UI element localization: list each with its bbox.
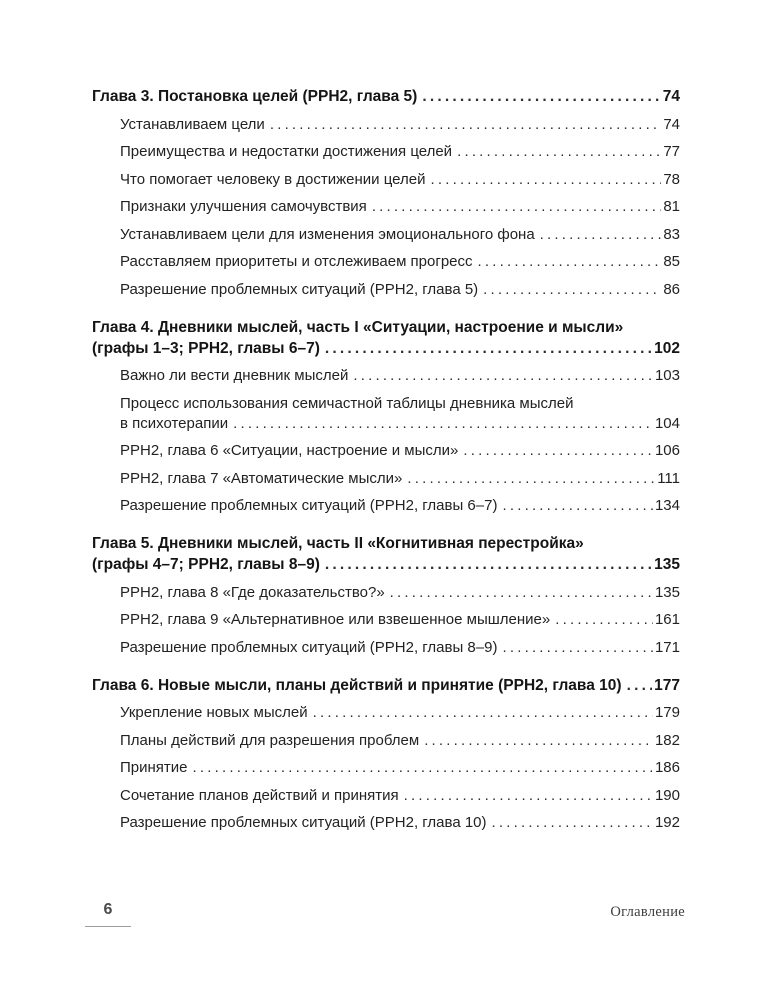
toc-sub-entry bbox=[92, 758, 680, 778]
dot-leader bbox=[325, 554, 652, 575]
entry-leader-row bbox=[120, 469, 680, 489]
dot-leader bbox=[424, 731, 653, 751]
entry-page-number: 111 bbox=[657, 469, 680, 487]
toc-sub-entry bbox=[92, 142, 680, 162]
toc-sub-entry bbox=[92, 252, 680, 272]
entry-page-number: 78 bbox=[663, 170, 680, 188]
toc-sub-entry bbox=[92, 703, 680, 723]
toc-sub-entry bbox=[92, 170, 680, 190]
entry-label: Разрешение проблемных ситуаций (РРН2, главы 8–9) bbox=[120, 638, 498, 656]
entry-page-number: 135 bbox=[654, 556, 680, 573]
dot-leader bbox=[404, 786, 653, 806]
entry-page-number: 74 bbox=[663, 115, 680, 133]
toc-sub-entry bbox=[92, 441, 680, 461]
entry-label: в психотерапии bbox=[120, 414, 229, 432]
entry-page-number: 171 bbox=[654, 638, 680, 656]
entry-label: Укрепление новых мыслей bbox=[120, 704, 308, 721]
entry-label: Разрешение проблемных ситуаций (РРН2, глава 10) bbox=[120, 814, 487, 831]
toc-sub-entry bbox=[92, 583, 680, 603]
dot-leader bbox=[313, 703, 653, 723]
entry-leader-row bbox=[120, 225, 680, 245]
entry-page-number: 102 bbox=[654, 339, 680, 357]
entry-page-number: 182 bbox=[654, 731, 680, 749]
entry-page-number: 77 bbox=[663, 143, 680, 160]
dot-leader bbox=[483, 280, 661, 300]
entry-label: РРН2, глава 8 «Где доказательство?» bbox=[120, 583, 385, 601]
entry-leader-row bbox=[120, 115, 680, 135]
entry-label: РРН2, глава 7 «Автоматические мысли» bbox=[120, 469, 403, 487]
entry-leader-row bbox=[120, 638, 680, 658]
dot-leader bbox=[430, 170, 661, 190]
entry-leader-row bbox=[92, 338, 680, 359]
toc-sub-entry bbox=[92, 786, 680, 806]
toc-sub-entry bbox=[92, 280, 680, 300]
toc-sub-entry bbox=[92, 197, 680, 217]
dot-leader bbox=[540, 225, 662, 245]
dot-leader bbox=[457, 142, 661, 162]
entry-label: Планы действий для разрешения проблем bbox=[120, 731, 420, 749]
toc-sub-entry bbox=[92, 638, 680, 658]
entry-page-number: 85 bbox=[663, 253, 680, 270]
dot-leader bbox=[325, 338, 652, 359]
entry-text-line: Процесс использования семичастной таблицы дневника мыслей bbox=[120, 394, 574, 412]
entry-leader-row bbox=[120, 583, 680, 603]
toc-section bbox=[92, 86, 680, 300]
entry-page-number: 179 bbox=[654, 704, 680, 721]
toc-sub-entry bbox=[92, 731, 680, 751]
entry-label: Признаки улучшения самочувствия bbox=[120, 198, 367, 215]
entry-page-number: 74 bbox=[662, 88, 680, 105]
entry-leader-row bbox=[120, 731, 680, 751]
toc-content bbox=[92, 86, 680, 833]
entry-label: Устанавливаем цели bbox=[120, 115, 265, 133]
toc-sub-entry bbox=[92, 496, 680, 516]
entry-leader-row bbox=[120, 703, 680, 723]
entry-label: Сочетание планов действий и принятия bbox=[120, 786, 399, 804]
entry-page-number: 192 bbox=[654, 814, 680, 831]
entry-page-number: 177 bbox=[654, 676, 680, 694]
toc-chapter-entry bbox=[92, 533, 680, 575]
toc-sub-entry bbox=[92, 225, 680, 245]
entry-page-number: 190 bbox=[654, 786, 680, 804]
dot-leader bbox=[463, 441, 653, 461]
entry-leader-row bbox=[120, 366, 680, 386]
toc-chapter-entry bbox=[92, 317, 680, 359]
entry-text-line: Глава 4. Дневники мыслей, часть I «Ситуации, настроение и мысли» bbox=[92, 318, 624, 336]
entry-leader-row bbox=[120, 170, 680, 190]
dot-leader bbox=[627, 675, 653, 696]
dot-leader bbox=[555, 610, 653, 630]
entry-leader-row bbox=[120, 414, 680, 434]
dot-leader bbox=[502, 638, 653, 658]
entry-label: Расставляем приоритеты и отслеживаем прогресс bbox=[120, 253, 473, 270]
toc-section bbox=[92, 533, 680, 658]
entry-page-number: 86 bbox=[663, 280, 680, 298]
toc-section bbox=[92, 675, 680, 834]
toc-chapter-entry bbox=[92, 675, 680, 696]
entry-page-number: 106 bbox=[654, 442, 680, 459]
dot-leader bbox=[193, 758, 653, 778]
entry-label: Устанавливаем цели для изменения эмоционального фона bbox=[120, 225, 535, 243]
entry-page-number: 104 bbox=[654, 414, 680, 432]
dot-leader bbox=[422, 86, 660, 107]
entry-label: Что помогает человеку в достижении целей bbox=[120, 170, 426, 188]
entry-leader-row bbox=[120, 813, 680, 833]
entry-label: РРН2, глава 9 «Альтернативное или взвешенное мышление» bbox=[120, 611, 551, 628]
entry-label: (графы 1–3; РРН2, главы 6–7) bbox=[92, 339, 320, 357]
folio-number-text: 6 bbox=[103, 901, 113, 918]
entry-leader-row bbox=[92, 86, 680, 107]
dot-leader bbox=[353, 366, 653, 386]
dot-leader bbox=[502, 496, 653, 516]
entry-leader-row bbox=[120, 441, 680, 461]
entry-leader-row bbox=[120, 280, 680, 300]
toc-sub-entry bbox=[92, 469, 680, 489]
entry-leader-row bbox=[120, 252, 680, 272]
entry-label: (графы 4–7; РРН2, главы 8–9) bbox=[92, 556, 320, 573]
dot-leader bbox=[390, 583, 653, 603]
entry-page-number: 103 bbox=[654, 367, 680, 384]
entry-leader-row bbox=[120, 610, 680, 630]
entry-leader-row bbox=[120, 197, 680, 217]
dot-leader bbox=[478, 252, 662, 272]
entry-label: Принятие bbox=[120, 759, 188, 776]
dot-leader bbox=[270, 115, 661, 135]
toc-sub-entry bbox=[92, 115, 680, 135]
running-title: Оглавление bbox=[610, 904, 685, 920]
entry-label: Глава 6. Новые мысли, планы действий и принятие (РРН2, глава 10) bbox=[92, 676, 622, 694]
toc-sub-entry bbox=[92, 610, 680, 630]
toc-sub-entry bbox=[92, 394, 680, 434]
entry-page-number: 186 bbox=[654, 759, 680, 776]
entry-text-line: Глава 5. Дневники мыслей, часть II «Когнитивная перестройка» bbox=[92, 535, 584, 552]
toc-section bbox=[92, 317, 680, 517]
entry-leader-row bbox=[92, 675, 680, 696]
entry-page-number: 81 bbox=[663, 198, 680, 215]
entry-label: Важно ли вести дневник мыслей bbox=[120, 367, 349, 384]
dot-leader bbox=[372, 197, 662, 217]
entry-page-number: 83 bbox=[663, 225, 680, 243]
page-footer bbox=[85, 901, 685, 927]
entry-leader-row bbox=[120, 496, 680, 516]
entry-label: Разрешение проблемных ситуаций (РРН2, глава 5) bbox=[120, 280, 479, 298]
entry-leader-row bbox=[120, 142, 680, 162]
dot-leader bbox=[233, 414, 653, 434]
toc-sub-entry bbox=[92, 813, 680, 833]
folio-page-number bbox=[85, 901, 131, 927]
toc-sub-entry bbox=[92, 366, 680, 386]
dot-leader bbox=[407, 469, 655, 489]
entry-page-number: 134 bbox=[654, 497, 680, 514]
entry-leader-row bbox=[92, 554, 680, 575]
entry-page-number: 161 bbox=[654, 611, 680, 628]
entry-label: Разрешение проблемных ситуаций (РРН2, главы 6–7) bbox=[120, 497, 498, 514]
entry-page-number: 135 bbox=[654, 583, 680, 601]
entry-label: Глава 3. Постановка целей (РРН2, глава 5) bbox=[92, 88, 418, 105]
toc-chapter-entry bbox=[92, 86, 680, 107]
entry-leader-row bbox=[120, 786, 680, 806]
entry-leader-row bbox=[120, 758, 680, 778]
dot-leader bbox=[492, 813, 653, 833]
entry-label: РРН2, глава 6 «Ситуации, настроение и мысли» bbox=[120, 442, 459, 459]
entry-label: Преимущества и недостатки достижения целей bbox=[120, 143, 453, 160]
